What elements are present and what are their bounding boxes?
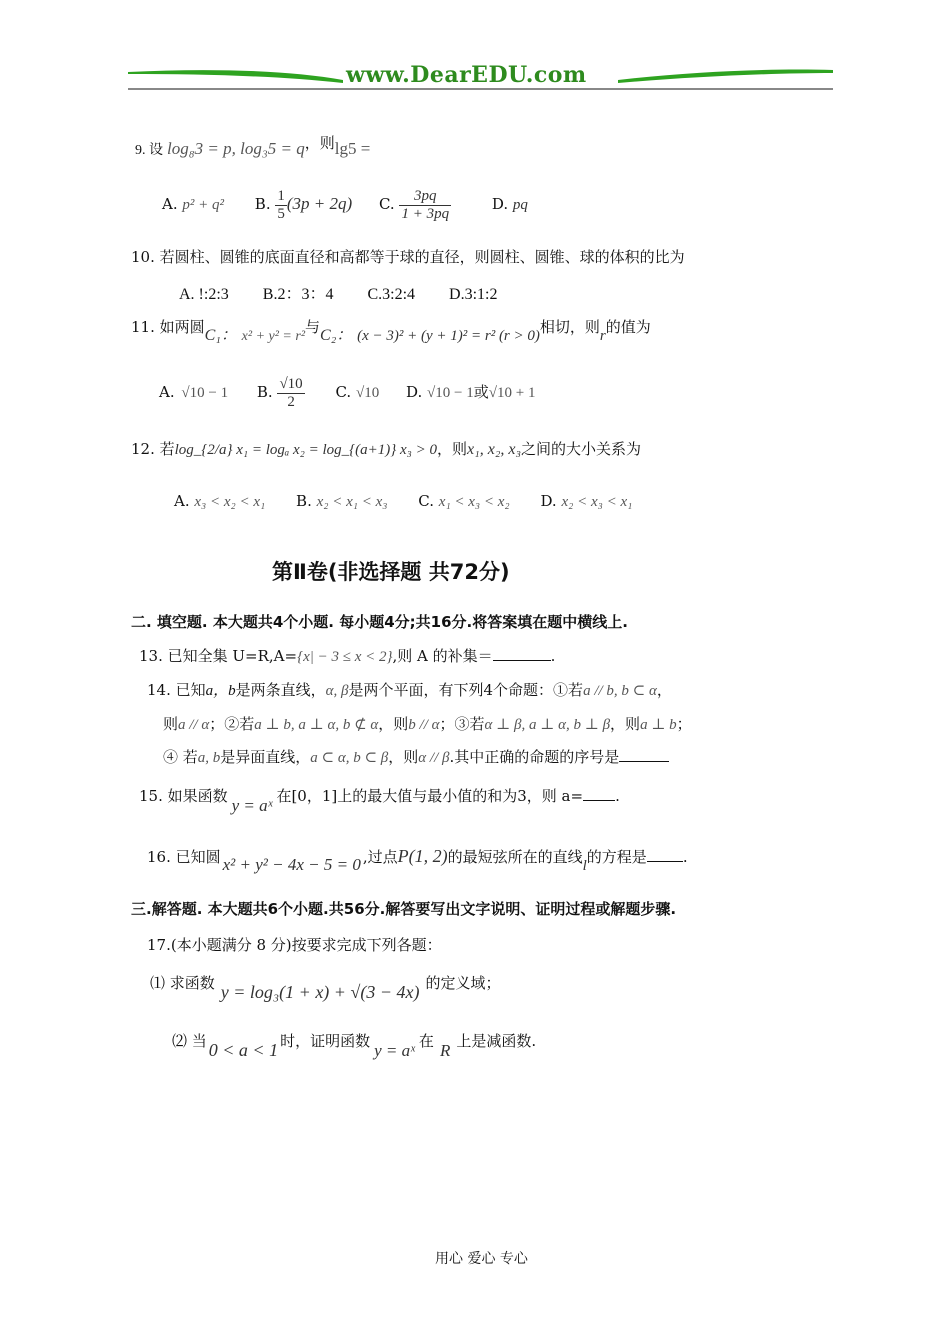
q9-option-a: p² + q² (182, 197, 225, 213)
q15-prefix: 15. 如果函数 (139, 787, 228, 805)
q17-part2 (172, 1030, 536, 1061)
q14-then-1: 则 (163, 715, 179, 733)
page-footer: 用心 爱心 专心 (435, 1251, 528, 1267)
q14-result4: α // β (418, 750, 450, 766)
header-banner (128, 60, 833, 94)
q17-part1-suffix: 的定义域； (425, 974, 501, 992)
q9-options (162, 188, 528, 222)
q17-part1 (150, 972, 500, 1003)
q12-stem (131, 438, 641, 459)
q12-option-d: x₂ < x₃ < x₁ (561, 494, 633, 510)
q15-formula: y = aˣ (231, 796, 273, 815)
q11-c2: C₂： (320, 327, 353, 344)
q9-option-b: (3p + 2q) (286, 194, 353, 213)
q17-part2-suffix: 上是减函数. (456, 1032, 537, 1050)
q12-option-a-label: A. (174, 492, 190, 510)
q14-line2-end: ； (676, 715, 692, 733)
q11-c2-equation: (x − 3)² + (y + 1)² = r² (r > 0) (357, 328, 540, 344)
q12-options (174, 492, 632, 511)
q16-end: . (682, 848, 688, 866)
q17-part2-function: y = aˣ (374, 1041, 415, 1060)
q11-prefix: 11. 如两圆 (131, 318, 205, 336)
q12-option-d-label: D. (540, 492, 557, 510)
q9-option-c-label: C. (378, 195, 395, 213)
q14-then-2: ，则 (378, 715, 409, 733)
q16-l: l (582, 858, 587, 874)
q15-stem (139, 785, 620, 816)
q16-suffix: 的方程是 (586, 848, 647, 866)
q16-prefix: 16. 已知圆 (147, 848, 221, 866)
q9-ask: lg5 = (334, 139, 371, 158)
q14-ab-2: a, b (197, 750, 221, 766)
q12-vars: x₁, x₂, x₃ (467, 441, 522, 458)
q12-then: ，则 (437, 440, 468, 458)
section3-heading: 三.解答题. 本大题共6个小题.共56分.解答要写出文字说明、证明过程或解题步骤. (131, 900, 677, 918)
q13-end: . (550, 647, 556, 665)
q13-stem (139, 645, 555, 666)
q11-option-a: √10 − 1 (181, 385, 229, 401)
q12-option-b-label: B. (296, 492, 312, 510)
q11-stem (131, 316, 651, 345)
q11-option-d2: √10 + 1 (488, 385, 536, 401)
q10-option-a: A. !:2:3 (179, 286, 229, 303)
q9-option-c-den: 1 + 3pq (401, 205, 450, 222)
q9-prefix: 9. 设 (135, 143, 163, 158)
q11-option-b-fraction (277, 376, 304, 410)
header-logo-text: www.DearEDU.com (346, 62, 587, 88)
q16-answer-blank[interactable] (647, 861, 683, 862)
q10-option-c: C.3:2:4 (367, 286, 416, 303)
q12-formula: log_{2/a} x₁ = logₐ x₂ = log_{(a+1)} x₃ > 0 (174, 442, 438, 458)
q9-option-c-num: 3pq (399, 188, 451, 206)
q14-line2 (163, 713, 692, 734)
q10-stem: 10. 若圆柱、圆锥的底面直径和高都等于球的直径，则圆柱、圆锥、球的体积的比为 (131, 248, 685, 266)
q14-prop3-label: ；③若 (439, 715, 485, 733)
q15-suffix: 在[0，1]上的最大值与最小值的和为3，则 a= (276, 787, 584, 805)
q13-prefix: 13. 已知全集 U=R,A= (139, 647, 298, 665)
q14-question: .其中正确的命题的序号是 (449, 748, 620, 766)
q10-options (179, 281, 497, 304)
q11-option-c-label: C. (335, 383, 352, 401)
q9-option-b-label: B. (254, 195, 271, 213)
q14-alpha-beta: α, β (325, 683, 349, 699)
q12-option-a: x₃ < x₂ < x₁ (194, 494, 266, 510)
q14-skew-text: 是异面直线， (220, 748, 311, 766)
q11-option-d-or: 或 (473, 383, 489, 401)
q11-options (159, 376, 535, 410)
q14-answer-blank[interactable] (619, 761, 669, 762)
q11-suffix: 相切，则 (539, 318, 600, 336)
q12-prefix: 12. 若 (131, 440, 175, 458)
q17-part2-mid: 时，证明函数 (280, 1032, 371, 1050)
q14-cond4: a ⊂ α, b ⊂ β (310, 750, 389, 766)
q17-part2-R: R (439, 1041, 451, 1060)
q16-mid: ,过点 (362, 848, 398, 866)
q12-option-b: x₂ < x₁ < x₃ (316, 494, 388, 510)
q16-mid2: 的最短弦所在的直线 (447, 848, 583, 866)
q11-c1: C₁： (204, 327, 237, 344)
q14-result3: a ⊥ b (640, 717, 677, 733)
q15-answer-blank[interactable] (583, 800, 615, 801)
q15-end: . (615, 787, 620, 805)
q10-option-d: D.3:1:2 (449, 286, 498, 303)
q14-result2: b // α (408, 717, 440, 733)
q17-part1-formula: y = log₃(1 + x) + √(3 − 4x) (220, 982, 420, 1002)
q14-rest: 是两个平面，有下列4个命题：①若 (348, 681, 584, 699)
q16-formula: x² + y² − 4x − 5 = 0 (222, 855, 361, 874)
q17-part2-prefix: ⑵ 当 (172, 1032, 207, 1050)
q17-part2-condition: 0 < a < 1 (208, 1040, 279, 1060)
q14-cond1: a // b, b ⊂ α (583, 683, 657, 699)
q13-answer-blank[interactable] (493, 660, 551, 661)
q9-then: ，则 (304, 134, 335, 152)
part2-title: 第Ⅱ卷(非选择题 共72分) (272, 560, 510, 584)
q9-formula: log₈3 = p, log₃5 = q (167, 139, 305, 158)
q14-cond3: α ⊥ β, a ⊥ α, b ⊥ β (484, 717, 611, 733)
q9-option-c-fraction (399, 188, 451, 222)
q11-option-b-den: 2 (287, 393, 295, 410)
q17-part1-prefix: ⑴ 求函数 (150, 974, 215, 992)
section2-heading: 二. 填空题. 本大题共4个小题. 每小题4分;共16分.将答案填在题中横线上. (131, 613, 628, 631)
q11-suffix2: 的值为 (605, 318, 651, 336)
q9-option-d: pq (512, 197, 528, 213)
q13-set: {x| − 3 ≤ x < 2} (297, 649, 393, 665)
q14-line1-end: ， (656, 681, 672, 699)
q14-then-4: ，则 (388, 748, 419, 766)
q16-stem (147, 846, 688, 875)
q11-r: r (599, 328, 606, 344)
q14-prop4-label: ④ 若 (163, 748, 198, 766)
q11-c1-equation: x² + y² = r² (241, 329, 306, 344)
q14-prefix: 14. 已知 (147, 681, 206, 699)
q11-option-b-num: √10 (279, 376, 303, 392)
q11-and: 与 (305, 318, 321, 336)
q14-ab: a，b (205, 683, 236, 699)
q10-option-b: B.2：3：4 (262, 286, 334, 303)
q9-stem (135, 132, 370, 159)
q14-line3 (163, 746, 669, 767)
q11-option-c: √10 (355, 385, 380, 401)
q11-option-d-label: D. (405, 383, 423, 401)
q9-option-d-label: D. (491, 195, 509, 213)
q11-option-b-label: B. (256, 383, 273, 401)
q17-intro: 17.(本小题满分 8 分)按要求完成下列各题： (147, 936, 442, 954)
q9-option-b-fraction: $\frac{1}{5}$ (277, 188, 285, 222)
q14-then-3: ，则 (610, 715, 641, 733)
q11-option-a-label: A. (159, 383, 175, 401)
q14-line1 (147, 679, 672, 700)
q14-prop2-label: ；②若 (209, 715, 255, 733)
q9-option-a-label: A. (162, 195, 178, 213)
q14-cond2: a ⊥ b, a ⊥ α, b ⊄ α (254, 717, 379, 733)
q17-part2-mid2: 在 (418, 1032, 434, 1050)
q12-suffix: 之间的大小关系为 (521, 440, 642, 458)
q13-suffix: ,则 A 的补集＝ (392, 647, 493, 665)
q12-option-c-label: C. (418, 492, 434, 510)
q16-point: P(1, 2) (397, 846, 448, 866)
q11-option-d1: √10 − 1 (427, 385, 474, 401)
q12-option-c: x₁ < x₃ < x₂ (438, 494, 510, 510)
q14-result1: a // α (178, 717, 210, 733)
q14-mid: 是两条直线， (235, 681, 326, 699)
